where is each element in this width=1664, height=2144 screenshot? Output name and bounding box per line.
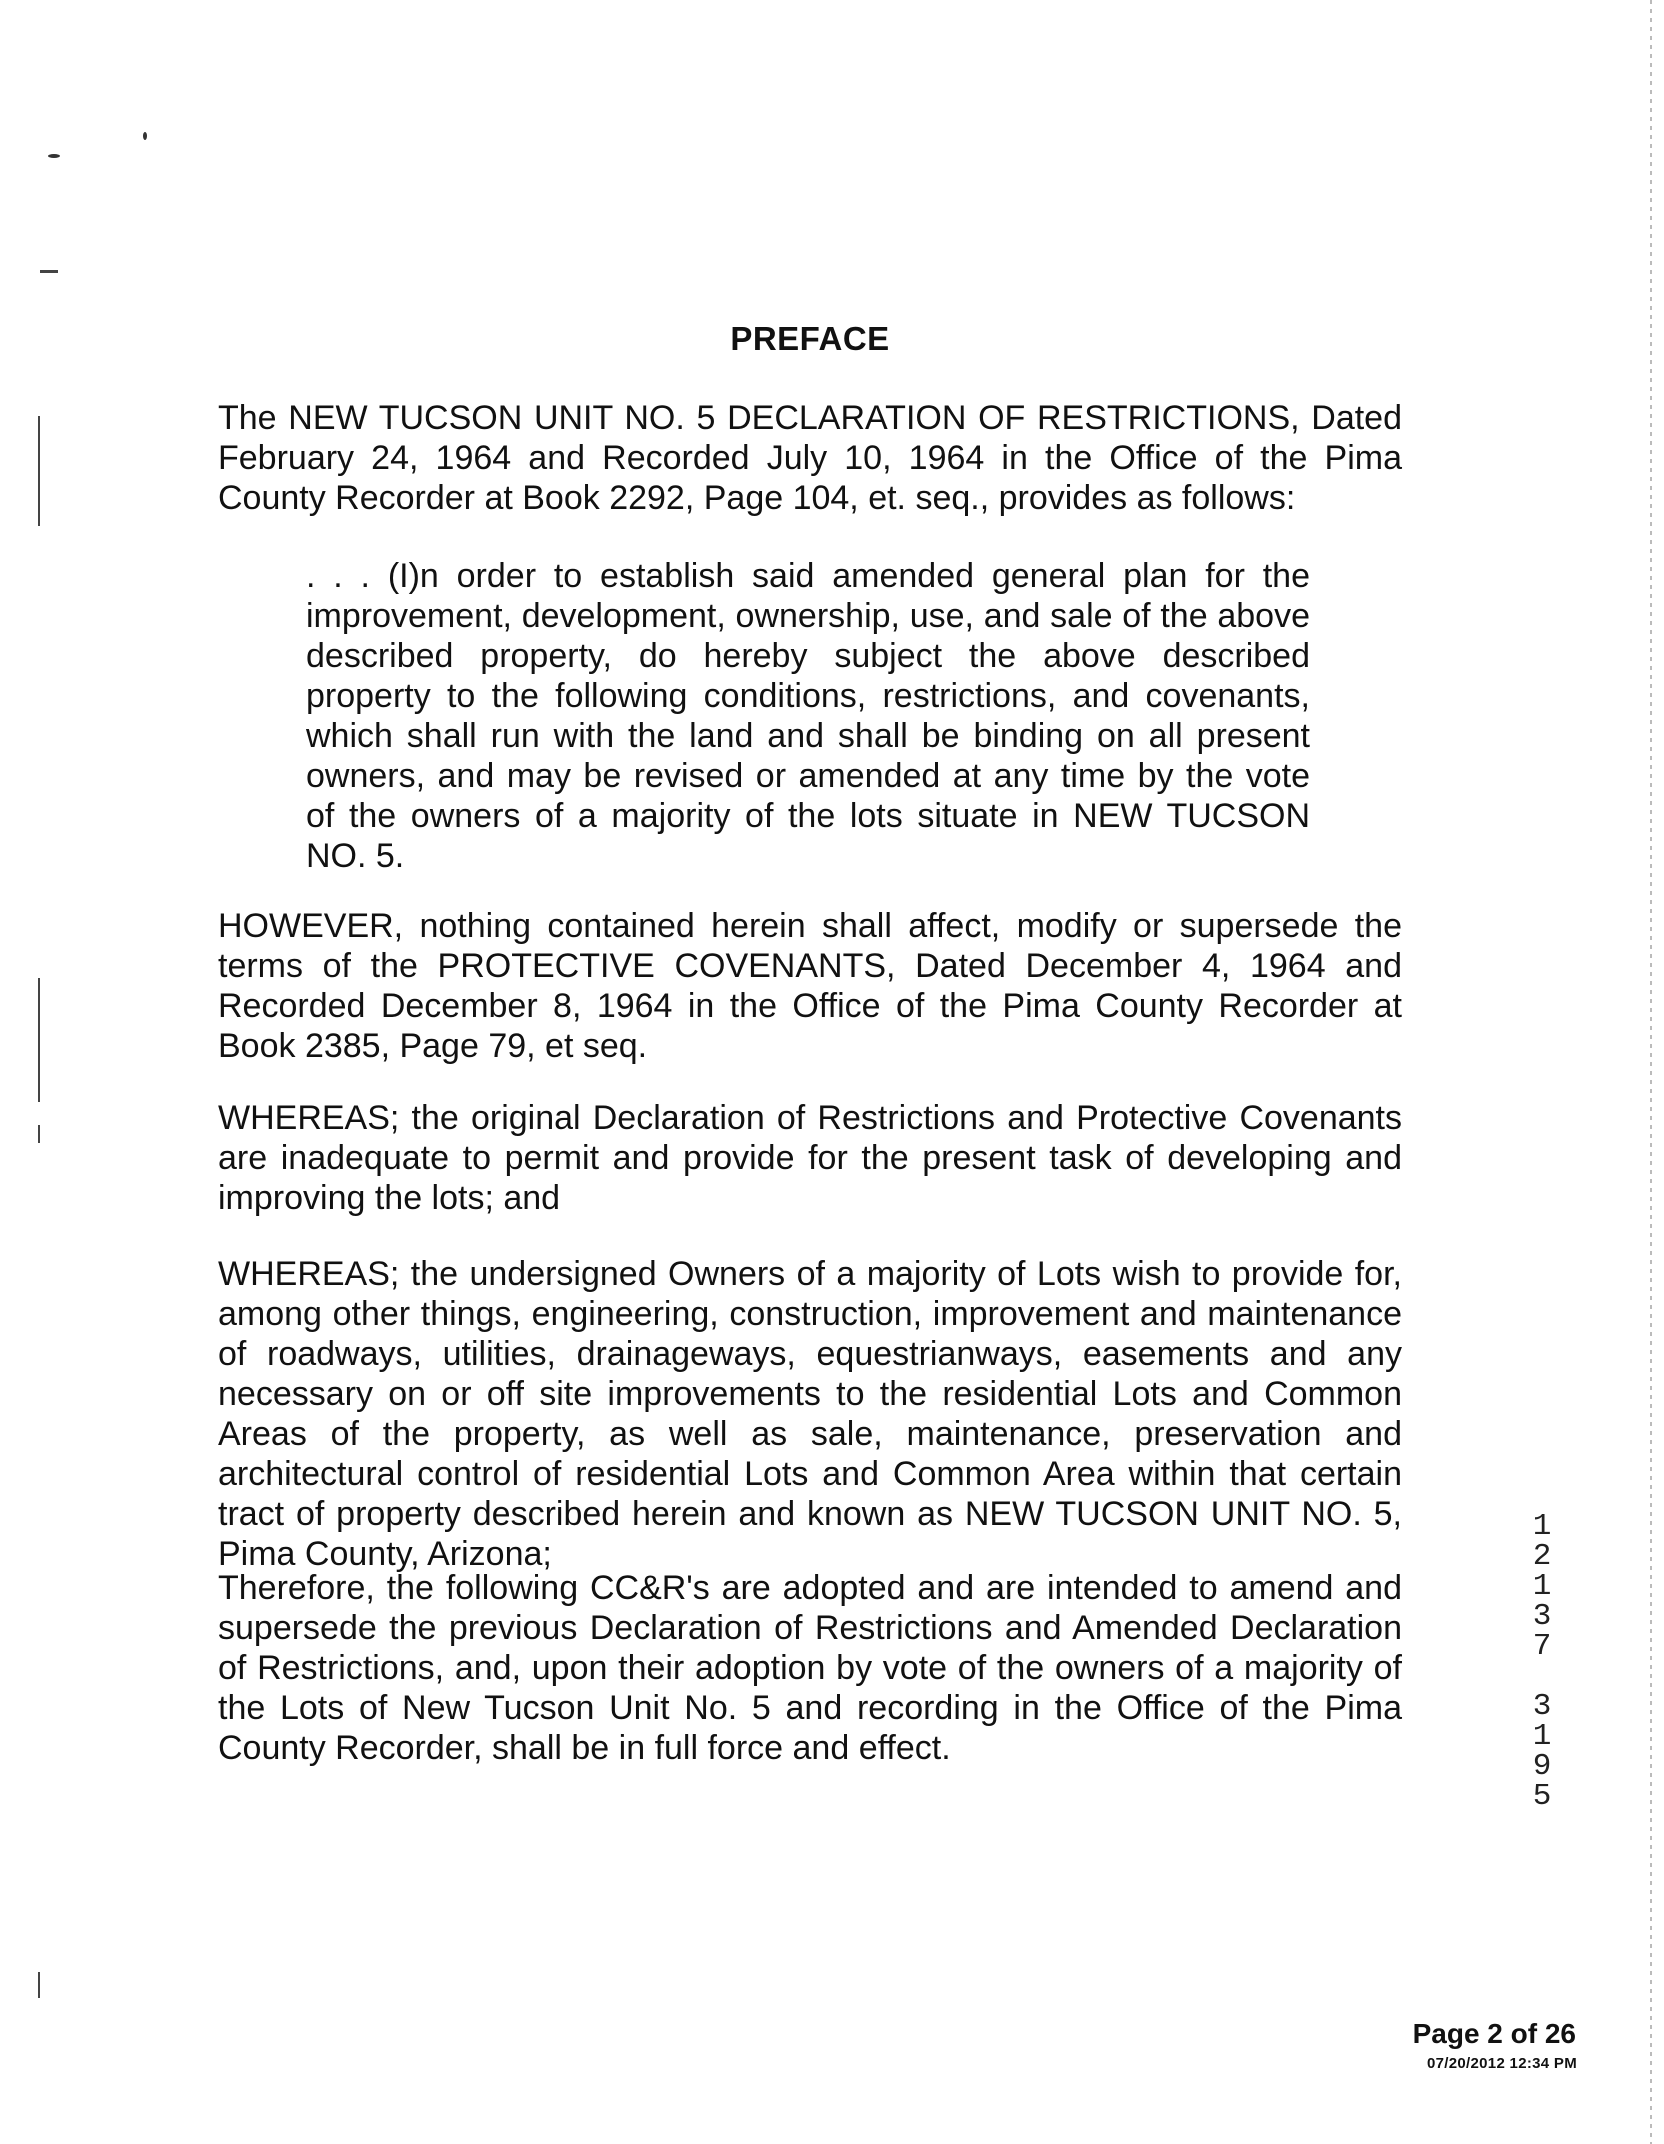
scan-speck [48,154,60,158]
recorder-digit: 3 [1532,1599,1552,1634]
scan-mark [40,270,58,273]
recorder-digit: 1 [1532,1509,1552,1544]
print-timestamp: 07/20/2012 12:34 PM [1427,2055,1577,2072]
scan-mark [38,416,40,526]
paragraph-whereas-1: WHEREAS; the original Declaration of Restrictions and Protective Covenants are inadequate to permit and provide for the present task of developing and improving the lots; and [218,1099,1402,1217]
scan-mark [38,1972,40,1998]
paragraph-therefore: Therefore, the following CC&R's are adopted and are intended to amend and supersede the previous Declaration of Restrictions and Amended Declaration of Restrictions, and, upon their adoption by vote of the owners of a majority of the Lots of New Tucson Unit No. 5 and recording in the Office of the Pima County Recorder, shall be in full force and effect. [218,1569,1402,1767]
paragraph-whereas-2: WHEREAS; the undersigned Owners of a majority of Lots wish to provide for, among other things, engineering, construction, improvement and maintenance of roadways, utilities, drainageways, equestrianways, easements and any necessary on or off site improvements to the residential Lots and Common Areas of the property, as well as sale, maintenance, preservation and architectural control of residential Lots and Common Area within that certain tract of property described herein and known as NEW TUCSON UNIT NO. 5, Pima County, Arizona; [218,1255,1402,1573]
recorder-digit: 5 [1532,1779,1552,1814]
paragraph-quoted-provision: . . . (I)n order to establish said amended general plan for the improvement, development, ownership, use, and sale of the above described property, do hereby subject the above described property to the following conditions, restrictions, and covenants, which shall run with the land and shall be binding on all present owners, and may be revised or amended at any time by the vote of the owners of a majority of the lots situate in NEW TUCSON NO. 5. [306,557,1310,875]
recorder-digit: 2 [1532,1539,1552,1574]
paragraph-however: HOWEVER, nothing contained herein shall affect, modify or supersede the terms of the PROTECTIVE COVENANTS, Dated December 4, 1964 and Recorded December 8, 1964 in the Office of the Pima County Recorder at Book 2385, Page 79, et seq. [218,907,1402,1065]
scan-edge [1650,0,1652,2144]
recorder-digit: 9 [1532,1749,1552,1784]
page-title: PREFACE [730,320,890,357]
scan-speck [143,132,147,140]
recorder-digit: 3 [1532,1689,1552,1724]
page-number: Page 2 of 26 [1412,2018,1576,2049]
recorder-digit: 1 [1532,1719,1552,1754]
paragraph-intro: The NEW TUCSON UNIT NO. 5 DECLARATION OF RESTRICTIONS, Dated February 24, 1964 and Recorded July 10, 1964 in the Office of the Pima County Recorder at Book 2292, Page 104, et. seq., provides as follows: [218,399,1402,517]
recorder-digit: 7 [1532,1629,1552,1664]
recorder-gap [1522,1662,1562,1692]
recorder-number [1522,1509,1562,1814]
recorder-digit: 1 [1532,1569,1552,1604]
scan-mark [38,978,40,1102]
scan-mark [38,1125,40,1143]
